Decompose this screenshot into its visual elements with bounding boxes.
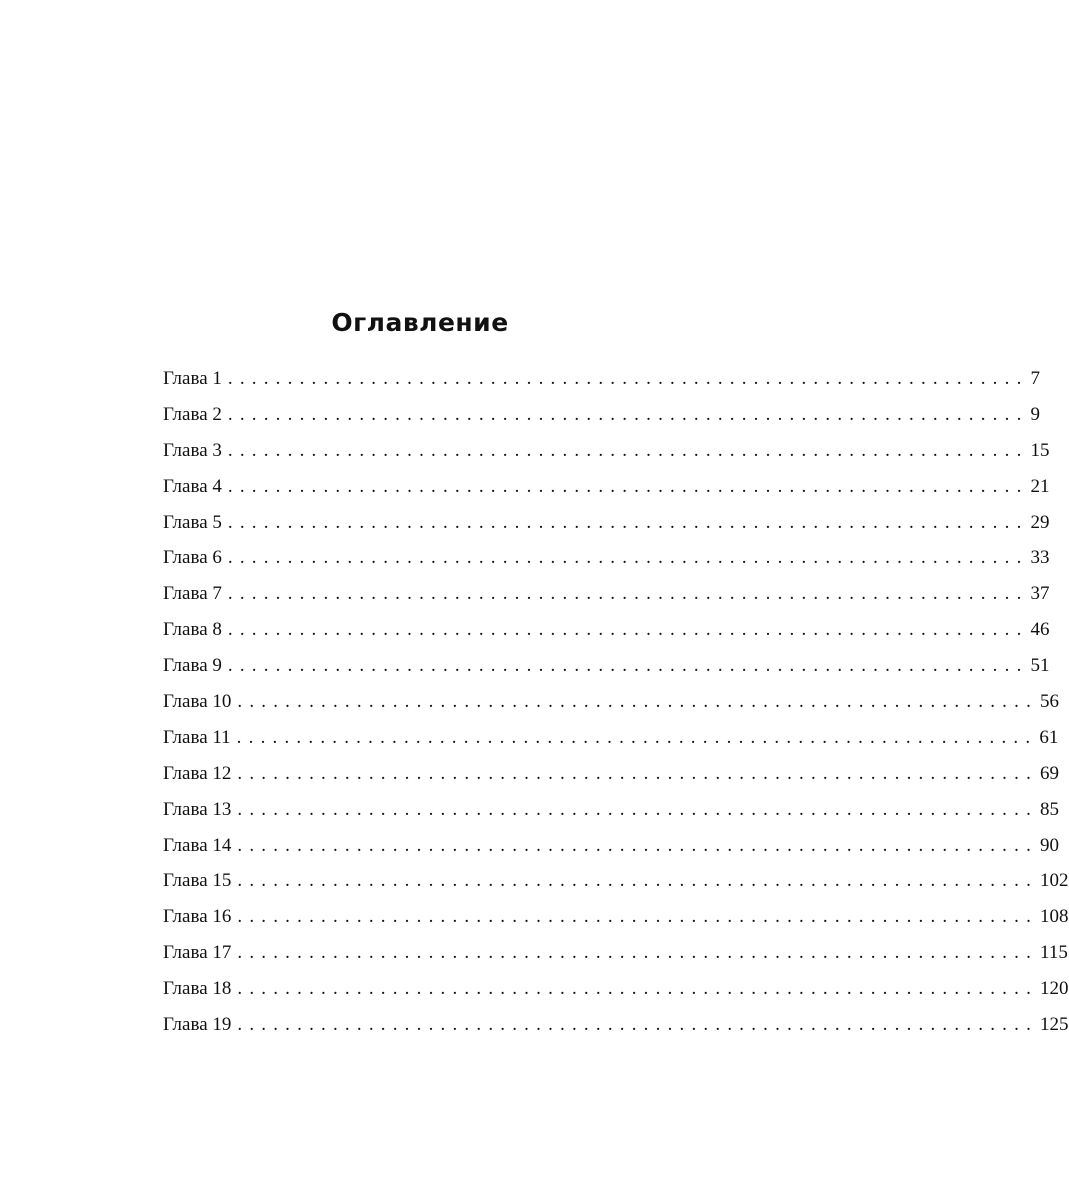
toc-dot-leader: ................................................................... [237,906,1039,928]
toc-dot-leader: ................................................................... [237,834,1039,856]
toc-entry [163,547,1050,583]
toc-entry-page: 102 [1040,870,1069,892]
toc-dot-leader: ................................................................... [227,619,1029,641]
toc-entry-page: 51 [1030,655,1050,677]
toc-entry-page: 9 [1030,403,1041,425]
toc-dot-leader: ................................................................... [237,762,1039,784]
toc-entry-page: 33 [1030,547,1050,569]
toc-entry-label: Глава 7 [163,583,222,605]
toc-entry-label: Глава 9 [163,655,222,677]
toc-dot-leader: ................................................................... [227,439,1029,461]
toc-entry-label: Глава 14 [163,834,232,856]
toc-entry-label: Глава 6 [163,547,222,569]
toc-entry [163,691,1060,727]
toc-entry-page: 90 [1040,834,1060,856]
toc-title: Оглавление [331,308,509,337]
toc-entry [163,368,1041,404]
toc-dot-leader: ................................................................... [227,511,1029,533]
toc-entry [163,942,1068,978]
toc-entry-label: Глава 8 [163,619,222,641]
toc-entry [163,870,1069,906]
toc-dot-leader: ................................................................... [237,870,1039,892]
toc-entry-label: Глава 19 [163,1014,232,1036]
toc-entry-label: Глава 18 [163,978,232,1000]
toc-entry-page: 37 [1030,583,1050,605]
toc-entry-page: 29 [1030,511,1050,533]
toc-dot-leader: ................................................................... [237,942,1039,964]
toc-entry [163,906,1069,942]
toc-entry-page: 125 [1040,1014,1069,1036]
toc-dot-leader: ................................................................... [227,547,1029,569]
toc-dot-leader: ................................................................... [237,978,1039,1000]
toc-entry [163,655,1050,691]
toc-entry-label: Глава 10 [163,691,232,713]
toc-entry [163,726,1059,763]
toc-list [163,368,1069,1050]
toc-entry-page: 85 [1040,798,1060,820]
toc-dot-leader: ................................................................... [227,583,1029,605]
toc-entry [163,403,1041,440]
toc-dot-leader: ................................................................... [237,798,1039,820]
toc-entry-page: 7 [1030,368,1041,389]
toc-entry-label: Глава 2 [163,403,222,425]
toc-entry-page: 15 [1030,439,1050,461]
toc-entry [163,583,1050,619]
toc-entry [163,619,1050,655]
toc-entry [163,978,1069,1014]
toc-dot-leader: ................................................................... [227,475,1029,497]
toc-entry-page: 46 [1030,619,1050,641]
toc-entry-page: 120 [1040,978,1069,1000]
toc-dot-leader: ................................................................... [227,368,1029,389]
toc-entry-page: 115 [1040,942,1068,964]
toc-entry-page: 21 [1030,475,1050,497]
toc-entry-label: Глава 4 [163,475,222,497]
toc-entry-label: Глава 11 [163,726,231,748]
toc-entry [163,439,1050,476]
toc-dot-leader: ................................................................... [236,726,1038,748]
toc-entry [163,511,1050,548]
toc-dot-leader: ................................................................... [227,403,1029,425]
toc-dot-leader: ................................................................... [227,655,1029,677]
toc-entry [163,762,1060,799]
toc-entry-label: Глава 12 [163,762,232,784]
toc-entry [163,798,1060,835]
toc-entry-page: 69 [1040,762,1060,784]
toc-entry-label: Глава 17 [163,942,232,964]
toc-entry [163,475,1050,512]
toc-entry-label: Глава 16 [163,906,232,928]
toc-entry [163,1014,1069,1050]
toc-dot-leader: ................................................................... [237,691,1039,713]
toc-dot-leader: ................................................................... [237,1014,1039,1036]
toc-entry-label: Глава 1 [163,368,222,389]
toc-entry-label: Глава 13 [163,798,232,820]
toc-entry-label: Глава 15 [163,870,232,892]
toc-entry-page: 56 [1040,691,1060,713]
toc-entry-page: 108 [1040,906,1069,928]
toc-entry-label: Глава 3 [163,439,222,461]
toc-entry-page: 61 [1039,726,1059,748]
toc-entry [163,834,1060,871]
toc-entry-label: Глава 5 [163,511,222,533]
